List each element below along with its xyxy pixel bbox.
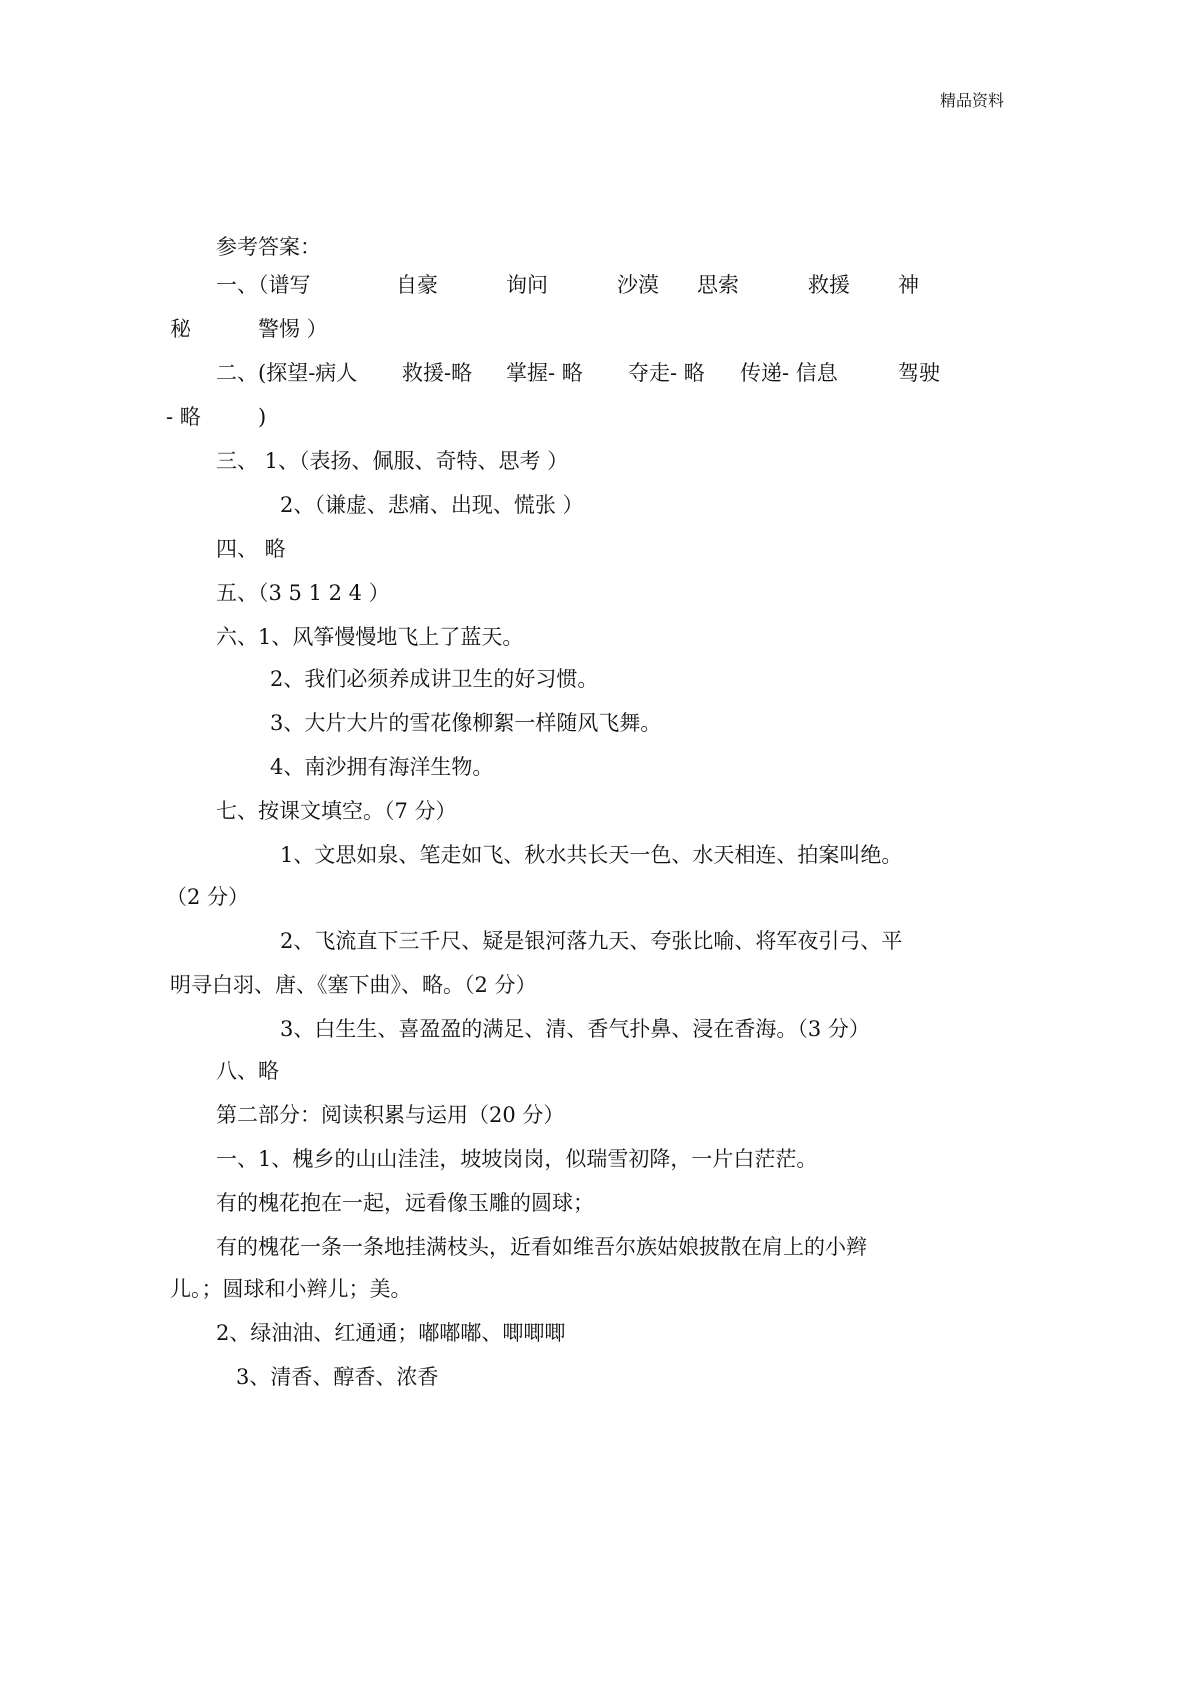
answer-line-3: 三、 1、（表扬、佩服、奇特、思考 ）: [216, 449, 569, 473]
answer-2-b: 救援-略: [402, 361, 473, 385]
answer-1-i: 警惕 ）: [258, 317, 328, 341]
answer-heading: 参考答案：: [216, 235, 321, 259]
page-header: 精品资料: [940, 91, 1005, 110]
answer-line-7-2: 2、飞流直下三千尺、疑是银河落九天、夸张比喻、将军夜引弓、平: [280, 929, 903, 953]
part-two-line-1-2: 有的槐花抱在一起，远看像玉雕的圆球；: [216, 1191, 594, 1215]
answer-line-8: 八、略: [216, 1059, 279, 1083]
part-two-heading: 第二部分：阅读积累与运用（20 分）: [216, 1103, 565, 1127]
answer-1-c: 询问: [506, 273, 548, 297]
answer-line-6-3: 3、大片大片的雪花像柳絮一样随风飞舞。: [270, 711, 662, 735]
answer-line-7-2-cont: 明寻白羽、唐、《塞下曲》、略。（2 分）: [170, 973, 537, 997]
part-two-line-1: 一、1、槐乡的山山洼洼，坡坡岗岗，似瑞雪初降，一片白茫茫。: [216, 1147, 818, 1171]
answer-line-6-4: 4、南沙拥有海洋生物。: [270, 755, 494, 779]
answer-line-7-1-score: （2 分）: [166, 885, 250, 909]
answer-line-7: 七、按课文填空。（7 分）: [216, 799, 457, 823]
part-two-line-3: 3、清香、醇香、浓香: [236, 1365, 439, 1389]
answer-line-3-2: 2、（谦虚、悲痛、出现、慌张 ）: [280, 493, 584, 517]
part-two-line-1-4: 儿。；圆球和小辫儿；美。: [170, 1277, 412, 1301]
answer-1-e: 思索: [697, 273, 739, 297]
answer-1-h: 秘: [170, 317, 191, 341]
answer-line-7-1: 1、文思如泉、笔走如飞、秋水共长天一色、水天相连、拍案叫绝。: [280, 843, 903, 867]
answer-2-c: 掌握- 略: [506, 361, 583, 385]
answer-1-d: 沙漠: [617, 273, 659, 297]
answer-1-a: 一、（谱写: [216, 273, 311, 297]
answer-2-a: 二、(探望-病人: [216, 361, 358, 385]
part-two-line-1-3: 有的槐花一条一条地挂满枝头，近看如维吾尔族姑娘披散在肩上的小辫: [216, 1235, 867, 1259]
answer-line-6: 六、1、风筝慢慢地飞上了蓝天。: [216, 625, 524, 649]
answer-2-h: ): [258, 405, 267, 429]
answer-line-6-2: 2、我们必须养成讲卫生的好习惯。: [270, 667, 599, 691]
answer-1-g: 神: [898, 273, 919, 297]
part-two-line-2: 2、绿油油、红通通；嘟嘟嘟、唧唧唧: [216, 1321, 566, 1345]
answer-2-d: 夺走- 略: [628, 361, 705, 385]
answer-1-f: 救援: [808, 273, 850, 297]
answer-2-g: - 略: [166, 405, 201, 429]
answer-1-b: 自豪: [396, 273, 438, 297]
answer-2-f: 驾驶: [898, 361, 940, 385]
answer-line-4: 四、 略: [216, 537, 286, 561]
answer-line-7-3: 3、白生生、喜盈盈的满足、清、香气扑鼻、浸在香海。（3 分）: [280, 1017, 870, 1041]
answer-2-e: 传递- 信息: [740, 361, 838, 385]
answer-line-5: 五、（3 5 1 2 4 ）: [216, 581, 390, 605]
